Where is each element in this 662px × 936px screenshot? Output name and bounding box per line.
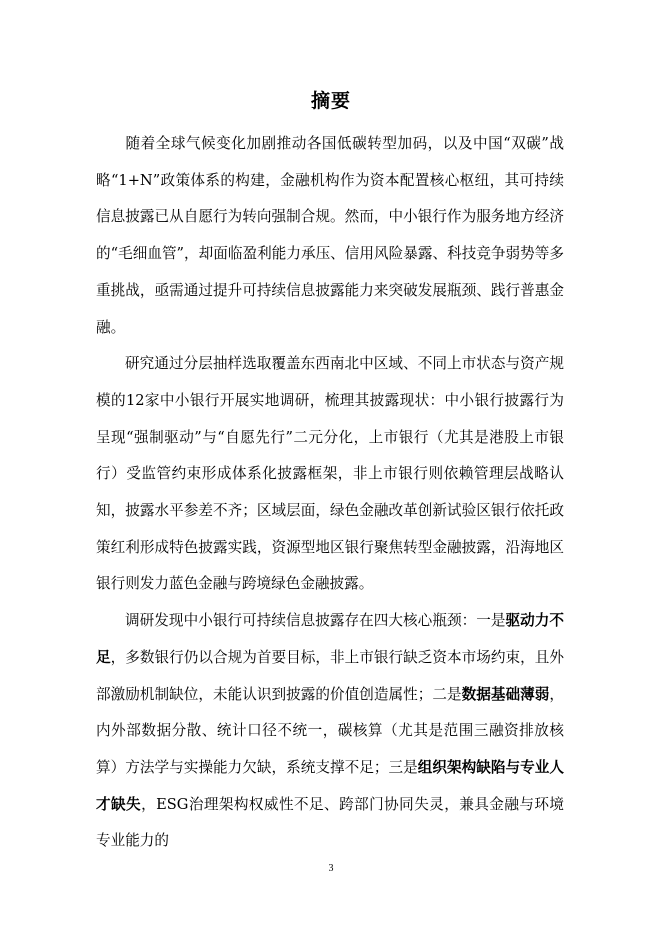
paragraph-text: 调研发现中小银行可持续信息披露存在四大核心瓶颈：一是 (125, 612, 506, 630)
page-number: 3 (328, 863, 334, 874)
bold-term-organization-talent: 组织架构缺陷与专业人才缺失 (96, 758, 564, 813)
bold-term-driving-force: 驱动力不足 (96, 612, 564, 666)
bold-term-data-foundation: 数据基础薄弱 (461, 685, 550, 703)
paragraph-background (96, 126, 564, 346)
paragraph-text: 研究通过分层抽样选取覆盖东西南北中区域、不同上市状态与资产规模的12家中小银行开展实地调研，梳理其披露现状：中小银行披露行为呈现“强制驱动”与“自愿先行”二元分化，上市银行（尤其是港股上市银行）受监管约束形成体系化披露框架，非上市银行则依赖管理层战略认知，披露水平参差不齐；区域层面，绿色金融改革创新试验区银行依托政策红利形成特色披露实践，资源型地区银行聚焦转型金融披露，沿海地区银行则发力蓝色金融与跨境绿色金融披露。 (96, 355, 564, 593)
paragraph-research-method (96, 346, 564, 603)
page-title: 摘要 (310, 90, 351, 112)
paragraph-text: 随着全球气候变化加剧推动各国低碳转型加码，以及中国“双碳”战略“1+N”政策体系的构建，金融机构作为资本配置核心枢纽，其可持续信息披露已从自愿行为转向强制合规。然而，中小银行作为服务地方经济的“毛细血管”，却面临盈利能力承压、信用风险暴露、科技竞争弱势等多重挑战，亟需通过提升可持续信息披露能力来突破发展瓶颈、践行普惠金融。 (96, 135, 564, 336)
paragraph-text: ，多数银行仍以合规为首要目标，非上市银行缺乏资本市场约束，且外部激励机制缺位，未能认识到披露的价值创造属性；二是 (96, 648, 564, 703)
abstract-body (96, 126, 564, 860)
paragraph-text: ，内外部数据分散、统计口径不统一，碳核算（尤其是范围三融资排放核算）方法学与实操能力欠缺，系统支撑不足；三是 (96, 685, 564, 776)
paragraph-findings (96, 603, 564, 860)
paragraph-text: ，ESG治理架构权威性不足、跨部门协同失灵，兼具金融与环境专业能力的 (96, 795, 564, 850)
